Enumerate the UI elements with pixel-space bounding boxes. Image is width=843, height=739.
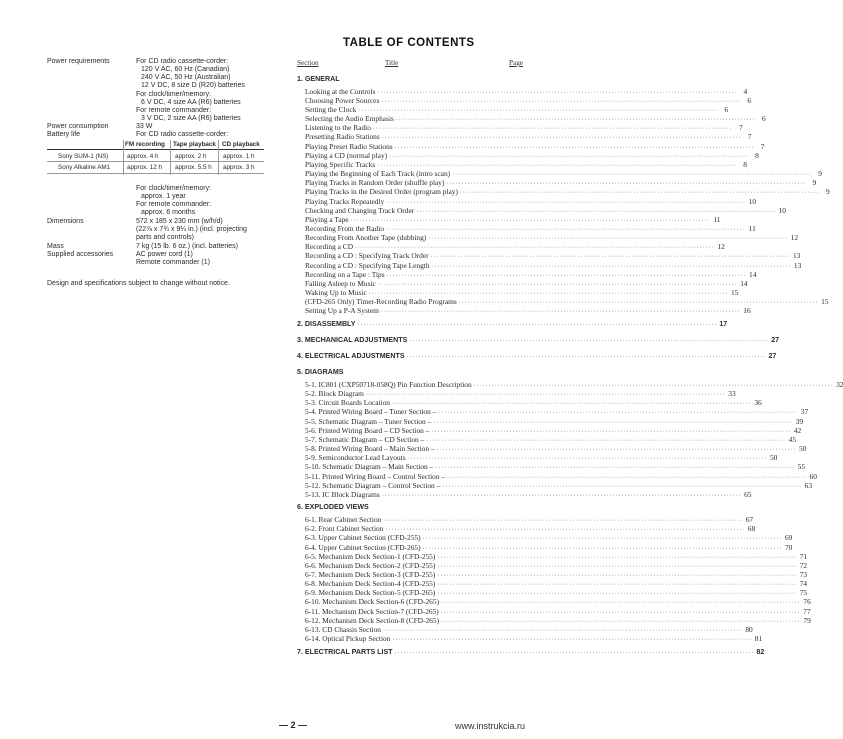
toc-entry-page: 81 [754,634,763,643]
battery-name: Sony SUM-1 (NS) [58,153,109,160]
toc-leader-dots: ························································································································ [431,428,792,435]
column-header-section: Section [297,59,319,67]
toc-entry-title: Playing Tracks in the Desired Order (program play) [305,187,458,197]
toc-leader-dots: ························································································································ [437,582,798,589]
toc-entry-page: 70 [784,542,793,552]
toc-entry-page: 75 [799,588,808,598]
dimensions-line: parts and controls) [136,234,194,241]
power-clock-label: For clock/timer/memory: [136,91,212,98]
toc-entry-title: 6-10. Mechanism Deck Section-6 (CFD-265) [305,597,440,607]
toc-entry-page: 11 [713,214,721,224]
toc-entry-title: 1. GENERAL [297,75,340,83]
toc-entry-title: 5-10. Schematic Diagram – Main Section – [305,462,434,472]
toc-section [297,647,765,658]
power-clock-line: 6 V DC, 4 size AA (R6) batteries [141,99,241,106]
toc-leader-dots: ························································································································ [437,563,798,570]
toc-entry-title: 5-4. Printed Wiring Board – Tuner Section – [305,407,437,417]
toc-leader-dots: ························································································································ [422,545,783,552]
toc-entry-page: 13 [793,260,802,270]
toc-entry-title: 2. DISASSEMBLY [297,319,356,328]
column-header: CD playback [222,141,260,148]
toc-leader-dots: ························································································································ [372,126,733,133]
toc-entry-page: 72 [799,560,808,570]
toc-leader-dots: ························································································································ [377,281,738,288]
toc-leader-dots: ························································································································ [377,162,737,169]
toc-leader-dots: ························································································································ [386,226,746,233]
toc-leader-dots: ························································································································ [381,492,742,499]
toc-section [297,319,728,330]
power-cd-line: 120 V AC, 60 Hz (Canadian) [141,66,230,73]
toc-entry-page: 37 [800,407,809,417]
toc-entry-title: Looking at the Controls [305,86,376,96]
toc-leader-dots: ························································································································ [382,627,743,634]
toc-leader-dots: ························································································································ [416,208,776,215]
battery-clock-line: approx. 1 year [141,193,186,200]
toc-leader-dots: ························································································································ [430,254,791,261]
toc-leader-dots: ························································································································ [426,437,787,444]
toc-leader-dots: ························································································································ [422,536,783,543]
toc-entry-title: Recording a CD : Specifying Track Order [305,251,429,261]
toc-entry-title: Playing the Beginning of Each Track (intro scan) [305,169,451,178]
toc-entry-page: 7 [760,141,765,151]
toc-entry-page: 71 [799,551,808,561]
toc-entry-title: 5-13. IC Block Diagrams [305,489,380,499]
toc-entry-title: Playing Tracks Repeatedly [305,196,385,206]
toc-leader-dots: ························································································································ [406,354,767,361]
toc-entry-page: 27 [771,336,780,344]
toc-entry-title: 6-6. Mechanism Deck Section-2 (CFD-255) [305,560,436,570]
toc-entry [305,306,751,316]
toc-leader-dots: ························································································································ [357,321,718,328]
table-divider [47,161,264,162]
table-cell: approx. 2 h [175,153,207,160]
toc-entry-page: 50 [799,444,807,453]
toc-leader-dots: ························································································································ [428,236,789,243]
toc-entry-title: Falling Asleep to Music [305,278,376,288]
toc-leader-dots: ························································································································ [392,637,753,643]
toc-entry-page: 6 [747,95,752,105]
toc-entry-title: 5-3. Circuit Boards Location [305,398,390,408]
specs-note: Design and specifications subject to change without notice. [47,280,230,287]
power-requirements-label: Power requirements [47,58,110,65]
watermark: www.instrukcia.ru [455,721,526,731]
power-cd-line: 240 V AC, 50 Hz (Australian) [141,74,231,81]
toc-entry-page: 6 [724,105,729,114]
toc-entry-title: Recording on a Tape : Tips [305,269,385,279]
toc-leader-dots: ························································································································ [458,300,819,307]
column-header-page: Page [509,59,523,67]
toc-entry-page: 77 [803,606,811,616]
toc-leader-dots: ························································································································ [386,199,747,206]
toc-entry-title: Presetting Radio Stations [305,132,380,142]
toc-section [297,368,527,378]
toc-leader-dots: ························································································································ [394,144,755,151]
toc-leader-dots: ························································································································ [441,600,801,607]
toc-leader-dots: ························································································································ [350,217,711,224]
battery-remote-label: For remote commander: [136,201,212,208]
toc-entry-title: 4. ELECTRICAL ADJUSTMENTS [297,352,405,361]
toc-entry-title: 5-7. Schematic Diagram – CD Section – [305,434,425,444]
toc-entry-title: 6-2. Front Cabinet Section [305,524,384,534]
table-divider [170,140,171,175]
toc-entry-page: 10 [748,196,757,206]
toc-entry-page: 80 [745,624,753,634]
toc-entry-page: 76 [803,597,811,607]
toc-entry-page: 60 [809,471,817,481]
toc-entry-page: 12 [717,242,725,252]
toc-entry-title: 5-6. Printed Wiring Board – CD Section – [305,425,430,435]
toc-entry-title: Recording From the Radio [305,223,385,233]
toc-entry-title: 6-4. Upper Cabinet Section (CFD-265) [305,542,421,552]
toc-entry-title: 5-12. Schematic Diagram – Control Section – [305,480,441,490]
toc-entry-title: 5-8. Printed Wiring Board – Main Section – [305,444,435,453]
toc-leader-dots: ························································································································ [389,153,749,160]
toc-entry-page: 42 [793,425,802,435]
toc-entry-page: 50 [769,453,778,463]
dimensions-line: (22⅞ x 7¾ x 9¼ in.) (incl. projecting [136,226,247,233]
toc-entry-page: 9 [812,178,817,188]
specifications-continued [47,185,277,295]
toc-leader-dots: ························································································································ [435,465,796,472]
table-divider [218,140,219,175]
toc-entry-title: Playing a CD (normal play) [305,150,388,160]
toc-leader-dots: ························································································································ [381,98,742,105]
toc-entry-page: 82 [756,647,765,656]
table-cell: approx. 4 h [127,153,159,160]
mass-label: Mass [47,243,64,250]
toc-entry-title: 5-2. Block Diagram [305,389,364,399]
toc-section [297,503,527,513]
battery-cd-label: For CD radio cassette-corder: [136,131,229,138]
accessories-line: Remote commander (1) [136,259,210,266]
toc-entry-title: 6-8. Mechanism Deck Section-4 (CFD-255) [305,579,436,589]
battery-name: Sony Alkaline AM1 [58,164,111,171]
toc-entry-page: 12 [790,233,799,243]
toc-leader-dots: ························································································································ [447,474,807,481]
dimensions-line: 572 x 185 x 230 mm (w/h/d) [136,218,223,225]
toc-leader-dots: ························································································································ [431,263,792,270]
toc-entry-title: 6-7. Mechanism Deck Section-3 (CFD-255) [305,570,436,579]
toc-entry-title: Choosing Power Sources [305,95,380,105]
toc-leader-dots: ························································································································ [368,291,729,297]
toc-entry-page: 7 [747,132,752,142]
toc-entry-title: Waking Up to Music [305,288,367,297]
table-cell: approx. 5.5 h [175,164,212,171]
battery-life-table [47,140,264,175]
toc-entry-title: 6-12. Mechanism Deck Section-8 (CFD-265) [305,615,440,625]
toc-leader-dots: ························································································································ [442,483,803,490]
toc-entry-page: 15 [821,297,829,307]
toc-entry-page: 17 [719,319,728,328]
toc-leader-dots: ························································································································ [409,338,770,344]
toc-title: TABLE OF CONTENTS [343,37,475,49]
power-cd-line: 12 V DC, 8 size D (R20) batteries [141,82,245,89]
toc-leader-dots: ························································································································ [437,573,798,579]
toc-leader-dots: ························································································································ [438,410,799,417]
column-header: FM recording [125,141,165,148]
toc-entry-title: 5-9. Semiconductor Lead Layouts [305,453,406,463]
toc-leader-dots: ························································································································ [377,89,738,96]
toc-entry-title: Listening to the Radio [305,123,371,133]
toc-section [297,352,777,362]
toc-entry-title: Playing a Tape [305,214,349,224]
toc-entry-page: 65 [744,489,752,499]
toc-entry-page: 11 [748,223,756,233]
toc-entry-page: 45 [788,434,797,444]
power-remote-line: 3 V DC, 2 size AA (R6) batteries [141,115,241,122]
toc-entry-title: Recording From Another Tape (dubbing) [305,233,427,243]
toc-entry-title: 7. ELECTRICAL PARTS LIST [297,647,393,656]
toc-leader-dots: ························································································································ [459,190,820,197]
dimensions-label: Dimensions [47,218,84,225]
toc-entry-title: 6-5. Mechanism Deck Section-1 (CFD-255) [305,551,436,561]
toc-leader-dots: ························································································································ [381,135,742,142]
toc-entry-page: 6 [761,114,766,124]
toc-entry-page: 74 [799,579,808,589]
toc-entry-page: 55 [797,462,806,472]
page-number: — 2 — [279,720,308,730]
toc-entry-title: Playing Specific Tracks [305,159,376,169]
toc-entry-page: 15 [730,288,739,297]
mass-value: 7 kg (15 lb. 6 oz.) (incl. batteries) [136,243,238,250]
toc-entry-title: Recording a CD [305,242,354,252]
toc-entry-page: 14 [740,278,748,288]
toc-entry-title: 6-3. Upper Cabinet Section (CFD-255) [305,533,421,543]
toc-leader-dots: ························································································································ [394,649,755,656]
table-cell: approx. 1 h [223,153,255,160]
toc-entry-page: 39 [795,416,804,426]
toc-entry-page: 7 [738,123,743,133]
toc-entry-page: 68 [747,524,756,534]
toc-section [297,75,527,85]
toc-leader-dots: ························································································································ [407,456,768,463]
toc-entry-title: 6-9. Mechanism Deck Section-5 (CFD-265) [305,588,436,598]
toc-leader-dots: ························································································································ [473,383,834,389]
toc-leader-dots: ························································································································ [433,419,794,426]
toc-entry-title: 6-11. Mechanism Deck Section-7 (CFD-265) [305,606,439,616]
toc-leader-dots: ························································································································ [436,447,797,453]
toc-entry-page: 16 [743,306,751,316]
toc-entry-title: Setting Up a P-A System [305,306,379,316]
toc-entry-title: (CFD-265 Only) Timer-Recording Radio Programs [305,297,457,307]
toc-entry-page: 79 [803,615,811,625]
toc-leader-dots: ························································································································ [386,272,747,279]
toc-leader-dots: ························································································································ [391,401,752,408]
table-divider [123,140,124,175]
toc-entry-title: 5-5. Schematic Diagram – Tuner Section – [305,416,432,426]
toc-entry-title: Playing Preset Radio Stations [305,141,393,151]
column-header-title: Title [385,59,399,67]
toc-entry-page: 33 [728,389,736,399]
toc-entry-title: Playing Tracks in Random Order (shuffle play) [305,178,445,188]
toc-entry-page: 8 [755,150,759,160]
toc-entry-page: 36 [754,398,762,408]
toc-entry-page: 8 [743,159,747,169]
toc-leader-dots: ························································································································ [358,108,719,114]
toc-entry-title: Checking and Changing Track Order [305,205,415,215]
toc-leader-dots: ························································································································ [380,309,741,316]
toc-leader-dots: ························································································································ [440,609,801,616]
toc-leader-dots: ························································································································ [437,554,798,561]
toc-leader-dots: ························································································································ [365,392,726,399]
toc-entry-title: 6-13. CD Chassis Section [305,624,381,634]
accessories-label: Supplied accessories [47,251,114,258]
battery-clock-label: For clock/timer/memory: [136,185,212,192]
battery-remote-line: approx. 6 months [141,209,196,216]
table-cell: approx. 12 h [127,164,163,171]
battery-life-label: Battery life [47,131,81,138]
toc-entry-title: 6-14. Optical Pickup Section [305,634,391,643]
toc-leader-dots: ························································································································ [441,618,801,625]
accessories-line: AC power cord (1) [136,251,193,258]
toc-section [297,336,780,346]
toc-entry-title: Selecting the Audio Emphasis [305,114,394,124]
toc-entry-page: 73 [799,570,808,579]
toc-entry-title: 5-1. IC801 (CXP50718-058Q) Pin Function Description [305,380,472,389]
toc-entry-title: 5. DIAGRAMS [297,368,344,377]
toc-entry-title: 6. EXPLODED VIEWS [297,503,369,512]
toc-entry-page: 63 [804,480,813,490]
toc-entry-title: Recording a CD : Specifying Tape Length [305,260,430,270]
toc-entry [305,489,752,500]
toc-entry-page: 32 [836,380,843,389]
toc-leader-dots: ························································································································ [355,245,715,252]
column-header: Tape playback [173,141,216,148]
toc-entry-page: 13 [792,251,801,261]
toc-entry-page: 27 [768,352,777,361]
toc-leader-dots: ························································································································ [383,518,744,525]
power-consumption-value: 33 W [136,123,153,130]
toc-entry-page: 4 [743,86,748,96]
power-cd-label: For CD radio cassette-corder: [136,58,229,65]
power-remote-label: For remote commander: [136,107,212,114]
table-cell: approx. 3 h [223,164,255,171]
toc-entry-page: 67 [745,515,754,525]
toc-entry-title: Setting the Clock [305,105,357,114]
toc-entry-page: 10 [778,205,786,215]
table-divider [47,173,264,174]
toc-entry-page: 69 [784,533,793,543]
toc-entry-title: 5-11. Printed Wiring Board – Control Section – [305,471,446,481]
toc-leader-dots: ························································································································ [385,527,746,534]
toc-leader-dots: ························································································································ [395,117,756,124]
toc-entry-title: 3. MECHANICAL ADJUSTMENTS [297,336,408,344]
toc-entry-page: 9 [825,187,830,197]
toc-entry-page: 9 [818,169,822,178]
toc-entry-page: 14 [749,269,757,279]
toc-entry-title: 6-1. Rear Cabinet Section [305,515,382,525]
power-consumption-label: Power consumption [47,123,109,130]
toc-leader-dots: ························································································································ [452,172,812,178]
toc-leader-dots: ························································································································ [437,591,798,598]
toc-entry [305,634,763,644]
toc-leader-dots: ························································································································ [446,181,807,188]
